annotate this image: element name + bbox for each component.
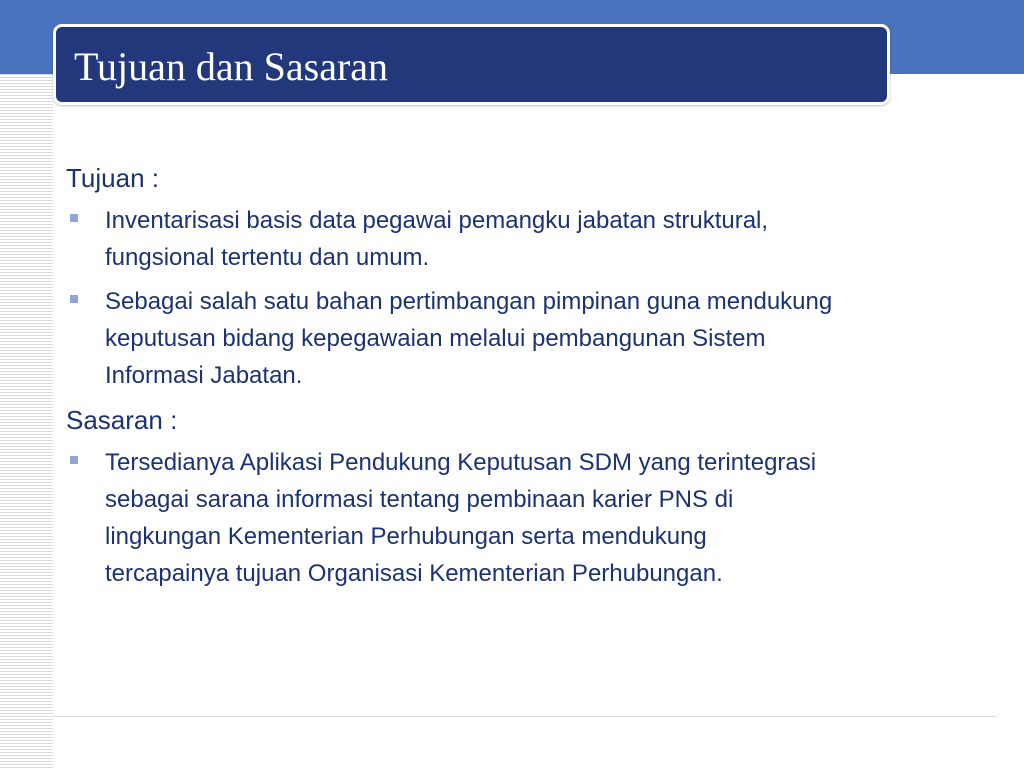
bullet-text-line: tercapainya tujuan Organisasi Kementerian Perhubungan.	[105, 560, 723, 587]
bullet-text-line: Tersedianya Aplikasi Pendukung Keputusan SDM yang terintegrasi	[105, 449, 817, 476]
bullet-text-line: keputusan bidang kepegawaian melalui pembangunan Sistem	[105, 325, 766, 352]
bullet-text-line: Informasi Jabatan.	[105, 362, 303, 389]
square-bullet-icon	[70, 214, 78, 222]
left-stripe-decoration	[0, 74, 53, 768]
bullet-item	[66, 202, 986, 276]
bullet-text-line: fungsional tertentu dan umum.	[105, 244, 430, 271]
square-bullet-icon	[70, 456, 78, 464]
bullet-text-line: Inventarisasi basis data pegawai pemangku jabatan struktural,	[105, 207, 769, 234]
section-sasaran	[66, 402, 986, 592]
bullet-text-line: sebagai sarana informasi tentang pembinaan karier PNS di	[105, 486, 734, 513]
section-heading-tujuan: Tujuan :	[66, 163, 159, 193]
bullet-text-line: lingkungan Kementerian Perhubungan serta mendukung	[105, 523, 707, 550]
square-bullet-icon	[70, 295, 78, 303]
section-tujuan	[66, 160, 986, 394]
slide-title: Tujuan dan Sasaran	[74, 44, 389, 89]
bullet-text-line: Sebagai salah satu bahan pertimbangan pimpinan guna mendukung	[105, 288, 833, 315]
bullet-list-sasaran	[66, 444, 986, 592]
slide-content	[66, 160, 986, 600]
bullet-item	[66, 444, 986, 592]
section-heading-sasaran: Sasaran :	[66, 405, 178, 435]
bullet-item	[66, 283, 986, 394]
title-box	[53, 24, 890, 105]
footer-divider	[53, 716, 997, 717]
bullet-list-tujuan	[66, 202, 986, 394]
